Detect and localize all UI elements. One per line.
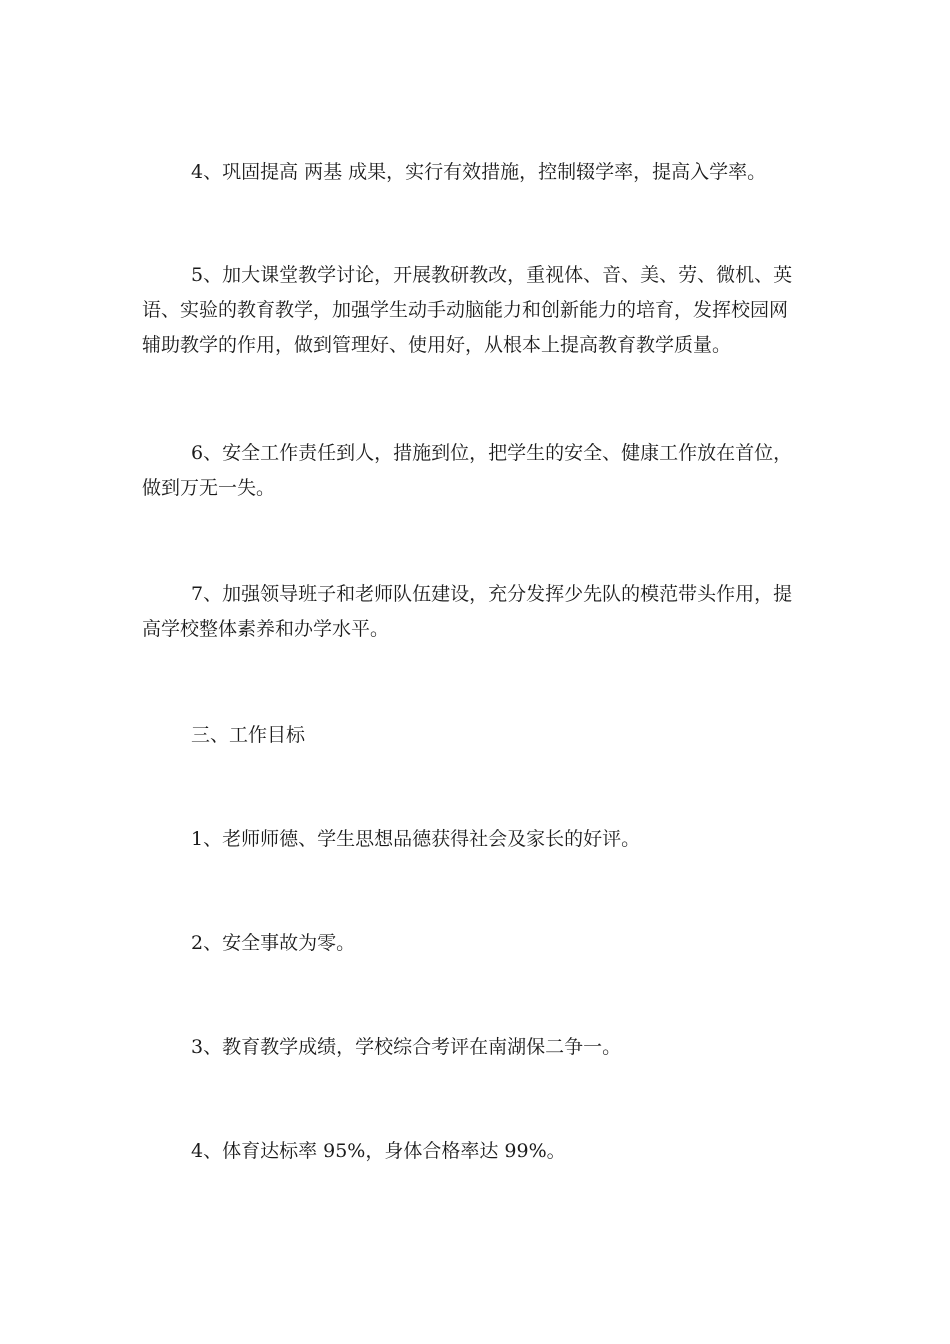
section-heading-work-goals: 三、工作目标 — [191, 724, 306, 746]
goal-item-3-evaluation: 3、教育教学成绩，学校综合考评在南湖保二争一。 — [191, 1036, 622, 1058]
paragraph-item-5-teaching-research: 5、加大课堂教学讨论，开展教研教改，重视体、音、美、劳、微机、英语、实验的教育教学，加强学生动手动脑能力和创新能力的培育，发挥校园网辅助教学的作用，做到管理好、使用好，从根本上提高教育教学质量。 — [142, 264, 793, 356]
paragraph-item-7-leadership: 7、加强领导班子和老师队伍建设，充分发挥少先队的模范带头作用，提高学校整体素养和办学水平。 — [142, 583, 793, 640]
goal-item-4-physical-education: 4、体育达标率 95%，身体合格率达 99%。 — [191, 1140, 566, 1162]
paragraph-item-4-consolidate: 4、巩固提高 两基 成果，实行有效措施，控制辍学率，提高入学率。 — [191, 161, 767, 183]
goal-item-2-zero-accidents: 2、安全事故为零。 — [191, 932, 356, 954]
goal-item-1-ethics: 1、老师师德、学生思想品德获得社会及家长的好评。 — [191, 828, 641, 850]
paragraph-item-6-safety: 6、安全工作责任到人，措施到位，把学生的安全、健康工作放在首位，做到万无一失。 — [142, 442, 793, 499]
